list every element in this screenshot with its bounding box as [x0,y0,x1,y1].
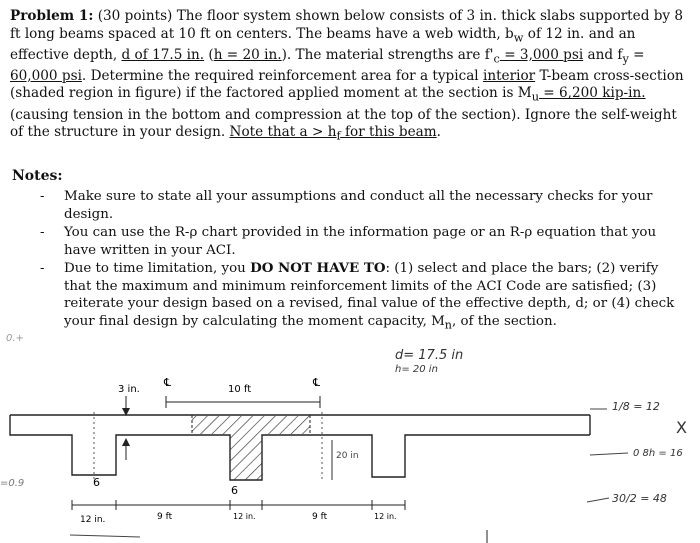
problem-text: ). The material strengths are f' [281,46,494,63]
note-text: , of the section. [451,313,557,329]
hand-ratio-spacing: 30/2 = 48 [612,492,667,505]
dash-bullet: - [40,261,45,276]
hand-ratio-8h: 0 8h = 16 [633,448,683,459]
problem-text: and f [583,46,623,63]
web-dimension-left: 6 [93,476,100,489]
problem-text: T-beam cross-section (shaded region in figure) if the factored applied moment at the section is M [10,67,684,102]
problem-text: ( [204,46,214,63]
dim-label-clear-right: 9 ft [312,512,328,522]
factored-moment: = 6,200 kip-in. [538,85,646,102]
margin-scribble: 0.+ [6,333,24,344]
dim-label-web-mid: 12 in. [233,512,256,521]
web-shaded-region [230,434,262,480]
fy-subscript: y [622,51,629,66]
slab-thickness-label: 3 in. [118,384,140,395]
not-required-emphasis: DO NOT HAVE TO [250,260,386,276]
notes-heading: Notes: [12,168,63,184]
problem-text: (causing tension in the bottom and compression at the top of the section). Ignore the self-weight of the structure in your design. [10,106,677,141]
note-text: Note that a > h [229,124,337,141]
hand-h-note: h= 20 in [395,364,438,375]
hand-stroke [70,535,140,537]
note-text: for this beam [340,124,437,141]
dim-label-web-left: 12 in. [80,515,106,525]
mu-subscript: u [531,90,539,105]
problem-text: = [628,46,645,63]
web-arrowhead [122,438,130,446]
centerline-right: ℄ [313,376,321,389]
dash-bullet: - [40,189,45,204]
problem-label: Problem 1: [10,8,94,24]
dim-label-clear-left: 9 ft [157,512,173,522]
problem-statement [10,8,690,145]
note-item [40,260,680,334]
web-dimension-mid: 6 [231,484,238,497]
problem-points: (30 points) [97,8,173,24]
note-item [40,224,680,259]
effective-depth: d of 17.5 in. [121,46,205,63]
dim-label-web-right: 12 in. [374,512,397,521]
notes-list [40,188,680,335]
problem-text: . Determine the required reinforcement area for a typical [81,67,483,84]
beam-spacing-label: 10 ft [228,384,252,395]
hand-arrow [590,453,628,455]
note-text: : (1) select and place the bars; (2) verify that the maximum and minimum reinforcement limits of the ACI Code are satisfied; (3) reiterate your design based on a revised, final value of the effective depth, d; or (4) check your final design by calculating the moment capacity, M [64,261,675,329]
interior-word: interior [482,67,536,84]
note-text: You can use the R-ρ chart provided in the information page or an R-ρ equation that you have written in your ACI. [64,225,657,258]
fc-subscript: c [493,51,500,66]
total-height: h = 20 in. [213,46,282,63]
problem-text: . [436,124,441,141]
concrete-strength: = 3,000 psi [499,46,584,63]
note-text: Make sure to state all your assumptions and conduct all the necessary checks for your design. [64,189,653,222]
hand-arrow [587,498,609,502]
mn-subscript: n [444,318,452,332]
flange-shaded-region [192,416,310,434]
hand-ratio-span: 1/8 = 12 [612,400,660,413]
problem-text: The floor system shown below consists of 3 in. thick slabs supported by 8 ft long beams spaced at 10 ft on centers. The beams have a web width, b [10,8,684,42]
hand-d-note: d= 17.5 in [395,348,464,363]
t-beam-figure [0,340,700,543]
hf-subscript: f [336,128,341,143]
hand-depth-label: 20 in [336,451,359,461]
centerline-left: ℄ [164,376,172,389]
margin-scribble-lower: =0.9 [0,478,25,489]
bw-subscript: w [513,30,524,45]
problem-text: of 12 in. and an effective depth, [10,25,636,63]
dash-bullet: - [40,225,45,240]
note-text: Due to time limitation, you [64,261,251,276]
a-greater-hf-note [229,124,437,143]
hand-check-mark: X [676,418,687,437]
steel-strength: 60,000 psi [10,67,82,84]
problem-paragraph [10,8,690,145]
note-item [40,188,680,223]
